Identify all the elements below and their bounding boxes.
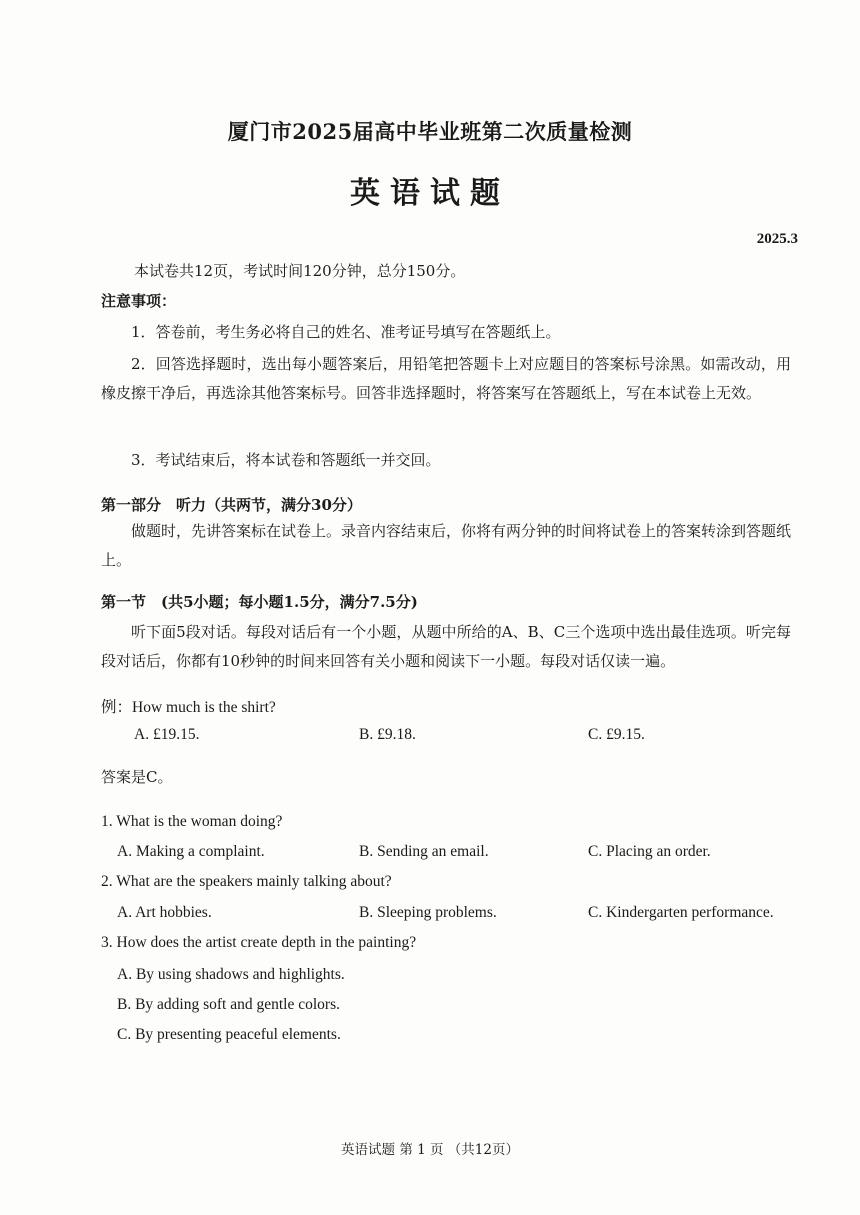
question-3-option-b: B. By adding soft and gentle colors.	[117, 996, 340, 1013]
question-2-option-b: B. Sleeping problems.	[359, 904, 497, 921]
question-3-option-c: C. By presenting peaceful elements.	[117, 1026, 341, 1043]
page-footer: 英语试题 第 1 页 （共12页）	[341, 1142, 519, 1158]
question-1-stem: 1. What is the woman doing?	[101, 813, 283, 830]
question-1-option-b: B. Sending an email.	[359, 843, 489, 860]
example-question: 例：How much is the shirt?	[101, 699, 276, 716]
part1-heading: 第一部分 听力（共两节，满分30分）	[101, 496, 362, 514]
notice-item-3: 3．考试结束后，将本试卷和答题纸一并交回。	[131, 451, 441, 469]
exam-intro: 本试卷共12页，考试时间120分钟，总分150分。	[134, 262, 466, 280]
question-1-option-c: C. Placing an order.	[588, 843, 711, 860]
section1-heading: 第一节 (共5小题；每小题1.5分，满分7.5分)	[101, 593, 418, 611]
subject-title: 英语试题	[350, 176, 510, 211]
section1-instruction: 听下面5段对话。每段对话后有一个小题，从题中所给的A、B、C三个选项中选出最佳选项。听完每段对话后，你都有10秒钟的时间来回答有关小题和阅读下一小题。每段对话仅读一遍。	[101, 623, 791, 670]
question-3-option-a: A. By using shadows and highlights.	[117, 966, 345, 983]
question-2-option-c: C. Kindergarten performance.	[588, 904, 774, 921]
notice-item-1: 1．答卷前，考生务必将自己的姓名、准考证号填写在答题纸上。	[131, 323, 561, 341]
example-option-b: B. £9.18.	[359, 726, 416, 743]
question-2-option-a: A. Art hobbies.	[117, 904, 212, 921]
notice-heading: 注意事项：	[101, 292, 177, 310]
question-3-stem: 3. How does the artist create depth in the painting?	[101, 934, 417, 951]
example-answer: 答案是C。	[101, 768, 173, 786]
question-1-option-a: A. Making a complaint.	[117, 843, 265, 860]
part1-instruction: 做题时，先讲答案标在试卷上。录音内容结束后，你将有两分钟的时间将试卷上的答案转涂到答题纸上。	[101, 522, 792, 569]
question-2-stem: 2. What are the speakers mainly talking about?	[101, 873, 392, 890]
exam-date: 2025.3	[756, 231, 798, 247]
exam-title: 厦门市2025届高中毕业班第二次质量检测	[227, 119, 633, 144]
notice-item-2: 2．回答选择题时，选出每小题答案后，用铅笔把答题卡上对应题目的答案标号涂黑。如需改动，用橡皮擦干净后，再选涂其他答案标号。回答非选择题时，将答案写在答题纸上，写在本试卷上无效。	[101, 355, 791, 402]
example-option-a: A. £19.15.	[134, 726, 200, 743]
example-option-c: C. £9.15.	[588, 726, 645, 743]
